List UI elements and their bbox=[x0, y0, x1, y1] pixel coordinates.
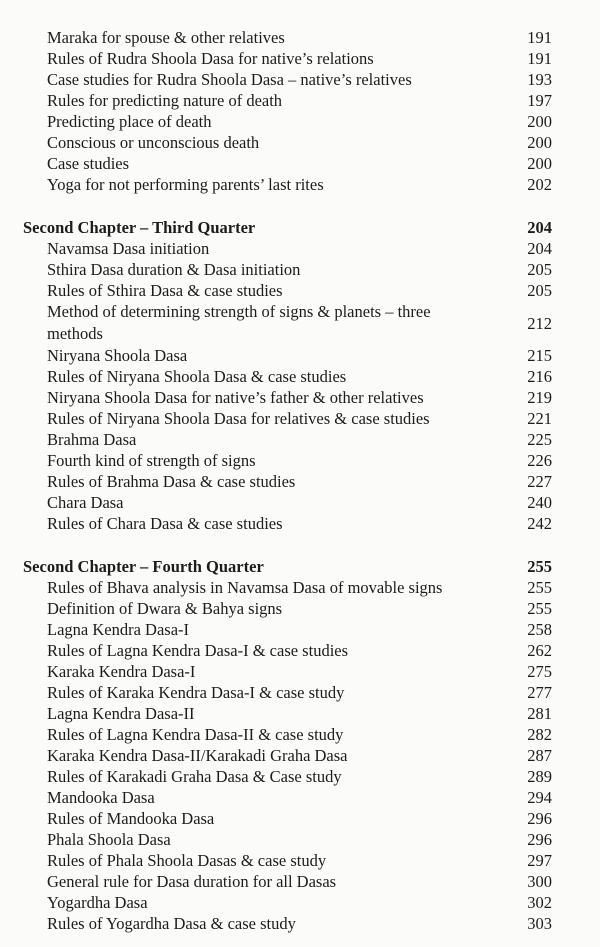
toc-entry-title: Yoga for not performing parents’ last rites bbox=[47, 175, 324, 194]
toc-entry-page: 200 bbox=[527, 154, 552, 173]
toc-entry-page: 296 bbox=[527, 809, 552, 828]
toc-entry-title: Niryana Shoola Dasa bbox=[47, 346, 188, 365]
toc-entry bbox=[0, 387, 600, 408]
toc-entry-title: Brahma Dasa bbox=[47, 430, 137, 449]
toc-section-continued bbox=[0, 27, 600, 195]
toc-entry-page: 258 bbox=[527, 620, 552, 639]
toc-entry-title: Rules of Chara Dasa & case studies bbox=[47, 514, 283, 533]
toc-entry bbox=[0, 787, 600, 808]
toc-entry-page: 212 bbox=[527, 313, 552, 333]
toc-entry-title: Karaka Kendra Dasa-I bbox=[47, 662, 196, 681]
toc-entry bbox=[0, 90, 600, 111]
toc-entry bbox=[0, 48, 600, 69]
toc-entry bbox=[0, 577, 600, 598]
toc-entry bbox=[0, 259, 600, 280]
toc-entry-page: 255 bbox=[527, 578, 552, 597]
toc-entry-page: 281 bbox=[527, 704, 552, 723]
toc-entry bbox=[0, 724, 600, 745]
toc-section-fourth-quarter bbox=[0, 556, 600, 934]
section-heading-page: 204 bbox=[527, 218, 552, 237]
toc-entry-page: 205 bbox=[527, 281, 552, 300]
toc-entry bbox=[0, 619, 600, 640]
toc-entry-title: Case studies bbox=[47, 154, 130, 173]
section-heading bbox=[0, 217, 600, 238]
toc-entry bbox=[0, 111, 600, 132]
toc-entry-page: 202 bbox=[527, 175, 552, 194]
toc-entry-page: 193 bbox=[527, 70, 552, 89]
toc-entry bbox=[0, 408, 600, 429]
toc-entry bbox=[0, 238, 600, 259]
toc-entry-page: 297 bbox=[527, 851, 552, 870]
toc-entry bbox=[0, 850, 600, 871]
toc-entry-page: 205 bbox=[527, 260, 552, 279]
toc-entry bbox=[0, 27, 600, 48]
toc-entry-page: 289 bbox=[527, 767, 552, 786]
toc-entry-page: 294 bbox=[527, 788, 552, 807]
toc-entry bbox=[0, 366, 600, 387]
toc-entry-page: 226 bbox=[527, 451, 552, 470]
toc-entry bbox=[0, 892, 600, 913]
toc-entry-page: 227 bbox=[527, 472, 552, 491]
toc-entry bbox=[0, 280, 600, 301]
toc-entry-title: General rule for Dasa duration for all Dasas bbox=[47, 872, 337, 891]
toc-entry-title: Lagna Kendra Dasa-I bbox=[47, 620, 190, 639]
toc-entry-title: Rules of Phala Shoola Dasas & case study bbox=[47, 851, 327, 870]
toc-entry-title: Predicting place of death bbox=[47, 112, 212, 131]
toc-entry bbox=[0, 871, 600, 892]
toc-entry-page: 300 bbox=[527, 872, 552, 891]
table-of-contents bbox=[0, 27, 600, 934]
toc-entry-title: Mandooka Dasa bbox=[47, 788, 155, 807]
toc-entry bbox=[0, 132, 600, 153]
toc-entry bbox=[0, 745, 600, 766]
toc-entry-title: Rules of Karakadi Graha Dasa & Case study bbox=[47, 767, 342, 786]
section-heading bbox=[0, 556, 600, 577]
toc-entry-title: Phala Shoola Dasa bbox=[47, 830, 171, 849]
toc-entry-page: 221 bbox=[527, 409, 552, 428]
toc-entry-page: 215 bbox=[527, 346, 552, 365]
toc-entry-title: Fourth kind of strength of signs bbox=[47, 451, 256, 470]
toc-entry-page: 296 bbox=[527, 830, 552, 849]
toc-entry-page: 240 bbox=[527, 493, 552, 512]
section-heading-title: Second Chapter – Fourth Quarter bbox=[23, 557, 264, 576]
toc-entry bbox=[0, 829, 600, 850]
toc-entry-page: 200 bbox=[527, 112, 552, 131]
toc-entry-page: 191 bbox=[527, 49, 552, 68]
toc-entry-title: Karaka Kendra Dasa-II/Karakadi Graha Dasa bbox=[47, 746, 348, 765]
toc-entry-page: 275 bbox=[527, 662, 552, 681]
toc-entry-title: Rules of Yogardha Dasa & case study bbox=[47, 914, 296, 933]
toc-entry-title: Rules of Brahma Dasa & case studies bbox=[47, 472, 296, 491]
toc-entry-title: Lagna Kendra Dasa-II bbox=[47, 704, 195, 723]
toc-entry bbox=[0, 808, 600, 829]
toc-entry-title: Rules of Rudra Shoola Dasa for native’s relations bbox=[47, 49, 374, 68]
toc-entry bbox=[0, 153, 600, 174]
toc-entry bbox=[0, 598, 600, 619]
toc-entry bbox=[0, 682, 600, 703]
toc-entry-page: 287 bbox=[527, 746, 552, 765]
toc-entry-title: Rules of Bhava analysis in Navamsa Dasa of movable signs bbox=[47, 578, 443, 597]
toc-entry-title: Navamsa Dasa initiation bbox=[47, 239, 210, 258]
toc-entry-title: Rules for predicting nature of death bbox=[47, 91, 283, 110]
section-heading-title: Second Chapter – Third Quarter bbox=[23, 218, 256, 237]
toc-entry-page: 255 bbox=[527, 599, 552, 618]
toc-entry-title: Rules of Karaka Kendra Dasa-I & case study bbox=[47, 683, 345, 702]
toc-entry bbox=[0, 301, 600, 345]
toc-entry bbox=[0, 429, 600, 450]
toc-entry-title: Yogardha Dasa bbox=[47, 893, 148, 912]
toc-entry bbox=[0, 174, 600, 195]
toc-section-third-quarter bbox=[0, 217, 600, 534]
toc-entry-title: Conscious or unconscious death bbox=[47, 133, 260, 152]
toc-entry bbox=[0, 766, 600, 787]
toc-entry-title: Rules of Mandooka Dasa bbox=[47, 809, 215, 828]
toc-entry-title: Definition of Dwara & Bahya signs bbox=[47, 599, 283, 618]
toc-entry-title: Niryana Shoola Dasa for native’s father & other relatives bbox=[47, 388, 424, 407]
toc-entry-page: 242 bbox=[527, 514, 552, 533]
toc-entry-page: 303 bbox=[527, 914, 552, 933]
toc-entry bbox=[0, 471, 600, 492]
toc-entry bbox=[0, 69, 600, 90]
toc-entry-title: Rules of Sthira Dasa & case studies bbox=[47, 281, 283, 300]
toc-entry-title: Rules of Niryana Shoola Dasa for relatives & case studies bbox=[47, 409, 430, 428]
toc-entry-page: 262 bbox=[527, 641, 552, 660]
toc-entry-title: Case studies for Rudra Shoola Dasa – native’s relatives bbox=[47, 70, 412, 89]
toc-entry-page: 225 bbox=[527, 430, 552, 449]
toc-entry bbox=[0, 661, 600, 682]
toc-entry bbox=[0, 345, 600, 366]
toc-entry bbox=[0, 913, 600, 934]
toc-entry-page: 282 bbox=[527, 725, 552, 744]
toc-entry-page: 197 bbox=[527, 91, 552, 110]
section-heading-page: 255 bbox=[527, 557, 552, 576]
toc-entry-title: Method of determining strength of signs & planets – three methods bbox=[47, 302, 431, 343]
toc-entry-title: Chara Dasa bbox=[47, 493, 124, 512]
toc-entry-title: Maraka for spouse & other relatives bbox=[47, 28, 285, 47]
toc-entry bbox=[0, 640, 600, 661]
toc-entry-page: 200 bbox=[527, 133, 552, 152]
toc-entry-page: 204 bbox=[527, 239, 552, 258]
toc-entry bbox=[0, 513, 600, 534]
toc-entry bbox=[0, 492, 600, 513]
toc-entry-page: 277 bbox=[527, 683, 552, 702]
toc-entry bbox=[0, 703, 600, 724]
toc-entry-title: Rules of Lagna Kendra Dasa-I & case studies bbox=[47, 641, 349, 660]
toc-entry-title: Rules of Lagna Kendra Dasa-II & case study bbox=[47, 725, 344, 744]
toc-entry-page: 302 bbox=[527, 893, 552, 912]
toc-entry-page: 191 bbox=[527, 28, 552, 47]
toc-entry bbox=[0, 450, 600, 471]
toc-entry-title: Rules of Niryana Shoola Dasa & case studies bbox=[47, 367, 347, 386]
toc-entry-page: 216 bbox=[527, 367, 552, 386]
toc-entry-title: Sthira Dasa duration & Dasa initiation bbox=[47, 260, 301, 279]
toc-entry-page: 219 bbox=[527, 388, 552, 407]
